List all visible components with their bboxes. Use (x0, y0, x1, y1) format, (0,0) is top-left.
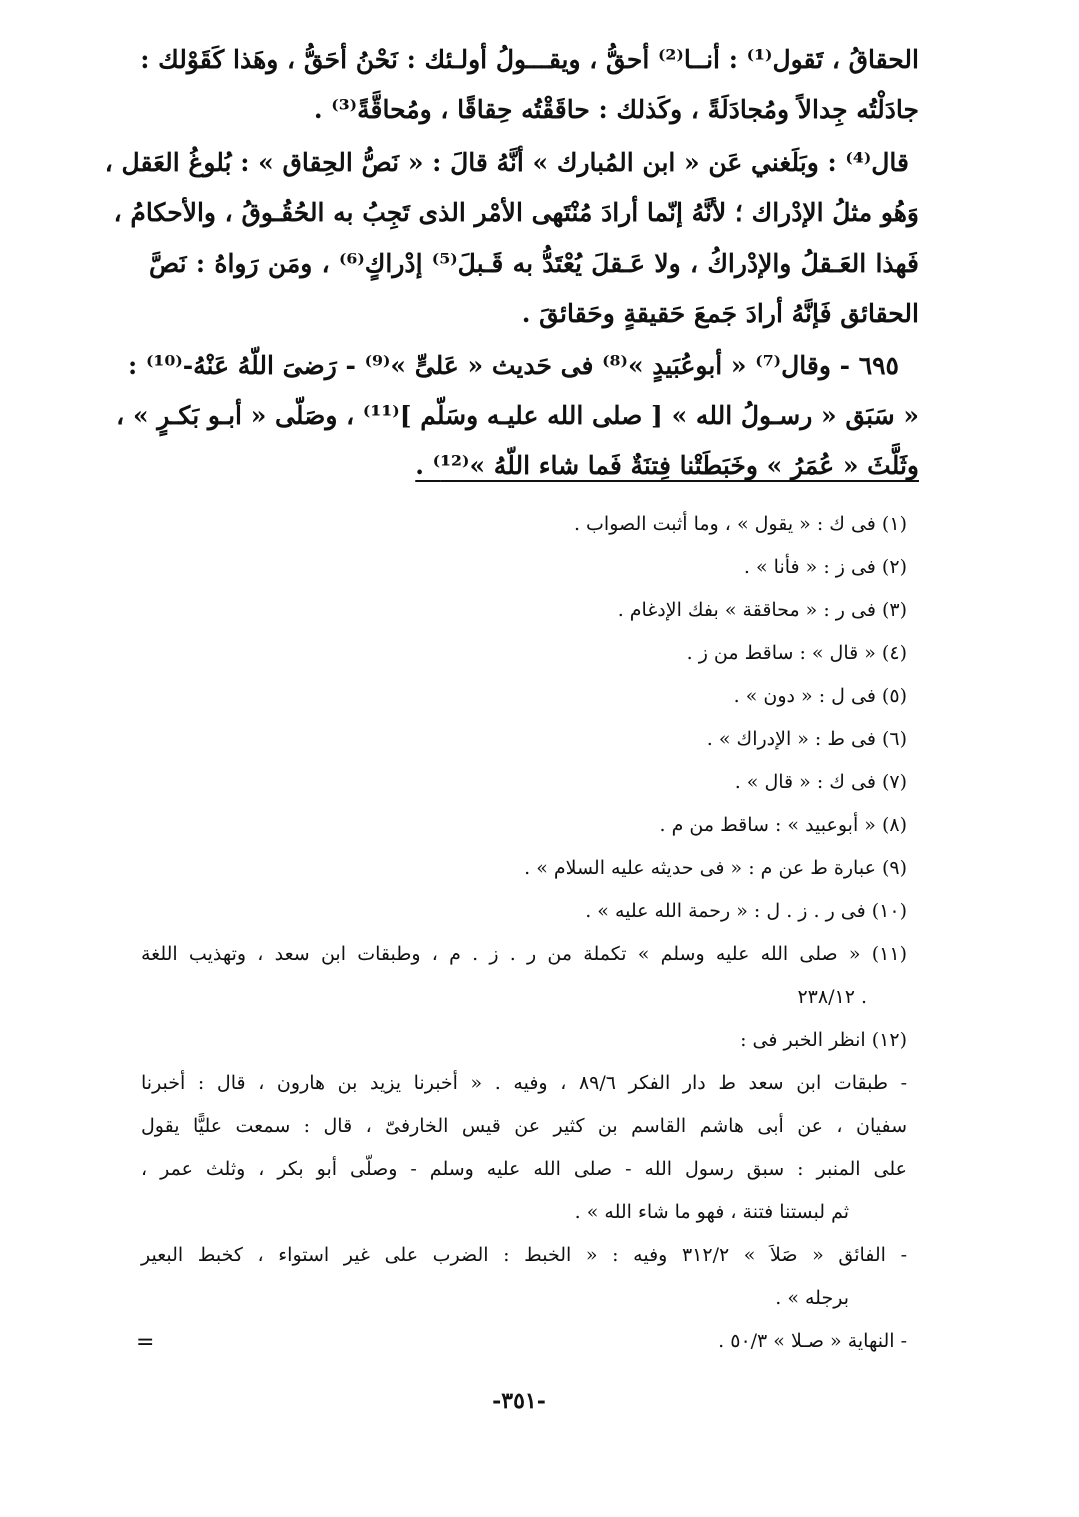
footnote-12-source-1-cont-1: سفيان ، عن أبى هاشم القاسم بن كثير عن قيس الخارفىّ ، قال : سمعت عليًّا يقول (141, 1115, 907, 1137)
body-line-1: الحقاقُ ، تَقول⁽¹⁾ : أنــا⁽²⁾ أحقُّ ، ويقـــولُ أولـئك : نَحْنُ أحَقُّ ، وهَذا كَقَوْلك : (140, 45, 919, 74)
body-line-3: قال⁽⁴⁾ : وبَلَغني عَن « ابن المُبارك » أنَّهُ قالَ : « نَصُّ الحِقاق » : بُلوغُ العَقل ، (104, 148, 909, 177)
footnote-3: (٣) فى ر : « محاققة » بفك الإدغام . (617, 599, 907, 621)
page-number: -٣٥١- (492, 1388, 546, 1414)
footnote-12-source-1-cont-3: ثم لبستنا فتنة ، فهو ما شاء الله » . (574, 1201, 849, 1223)
footnote-10: (١٠) فى ر . ز . ل : « رحمة الله عليه » . (585, 900, 907, 922)
footnote-9: (٩) عبارة ط عن م : « فى حديثه عليه السلام » . (524, 857, 907, 879)
footnote-1: (١) فى ك : « يقول » ، وما أثبت الصواب . (573, 513, 907, 535)
body-line-6: الحقائق فَإنَّهُ أرادَ جَمعَ حَقيقةٍ وحَقائقَ . (521, 299, 919, 328)
body-line-4: وَهُو مثلُ الإدْراك ؛ لأنَّهُ إنّما أرادَ مُنْتَهى الأمْر الذى تَجِبُ به الحُقُـوقُ ، والأحكامُ ، (113, 198, 919, 227)
footnote-6: (٦) فى ط : « الإدراك » . (706, 728, 907, 750)
body-line-7: ٦٩٥ - وقال⁽⁷⁾ « أبوعُبَيدٍ »⁽⁸⁾ فى حَديث « عَلىٍّ »⁽⁹⁾ - رَضىَ اللّهُ عَنْهُ-⁽¹⁰⁾ : (128, 351, 899, 380)
body-line-8: « سَبَق « رسـولُ الله » [ صلى الله عليـه وسَلّم ]⁽¹¹⁾ ، وصَلّى « أبـو بَكـرٍ » ، (116, 401, 919, 430)
footnote-12-source-2: - الفائق « صَلاَ » ٣١٢/٢ وفيه : « الخبط : الضرب على غير استواء ، كخبط البعير (141, 1244, 907, 1266)
footnote-2: (٢) فى ز : « فأنا » . (743, 556, 907, 578)
body-line-2: جادَلْتُه جِدالاً ومُجادَلَةً ، وكَذلك : حاقَقْتُه حِقاقًا ، ومُحاقَّةً⁽³⁾ . (313, 95, 919, 124)
footnote-12: (١٢) انظر الخبر فى : (740, 1029, 907, 1051)
continuation-marker: = (136, 1330, 155, 1355)
footnote-12-source-1-cont-2: على المنبر : سبق رسول الله - صلى الله عليه وسلم - وصلّى أبو بكر ، وثلث عمر ، (141, 1158, 907, 1180)
body-line-5: فَهذا العَـقلُ والإدْراكُ ، ولا عَـقلَ يُعْتَدُّ به قَـبلَ⁽⁵⁾ إدْراكٍ⁽⁶⁾ ، ومَن رَواهُ : نَصَّ (149, 249, 919, 278)
body-line-9: وثَلَّثَ « عُمَرُ » وخَبَطَتْنا فِتنَةٌ فَما شاء اللّهُ »⁽¹²⁾ . (415, 451, 919, 480)
footnote-11-cont: ٢٣٨/١٢ . (797, 986, 867, 1008)
footnote-4: (٤) « قال » : ساقط من ز . (686, 642, 907, 664)
footnote-12-source-3: - النهاية « صـلا » ٥٠/٣ . (718, 1330, 907, 1352)
footnote-12-source-1: - طبقات ابن سعد ط دار الفكر ٨٩/٦ ، وفيه . « أخبرنا يزيد بن هارون ، قال : أخبرنا (141, 1072, 907, 1094)
footnote-5: (٥) فى ل : « دون » . (733, 685, 907, 707)
footnote-12-source-2-cont: برجله » . (775, 1287, 849, 1309)
footnote-8: (٨) « أبوعبيد » : ساقط من م . (659, 814, 907, 836)
footnote-7: (٧) فى ك : « قال » . (734, 771, 907, 793)
footnote-11: (١١) « صلى الله عليه وسلم » تكملة من ر . ز . م ، وطبقات ابن سعد ، وتهذيب اللغة (141, 943, 907, 965)
